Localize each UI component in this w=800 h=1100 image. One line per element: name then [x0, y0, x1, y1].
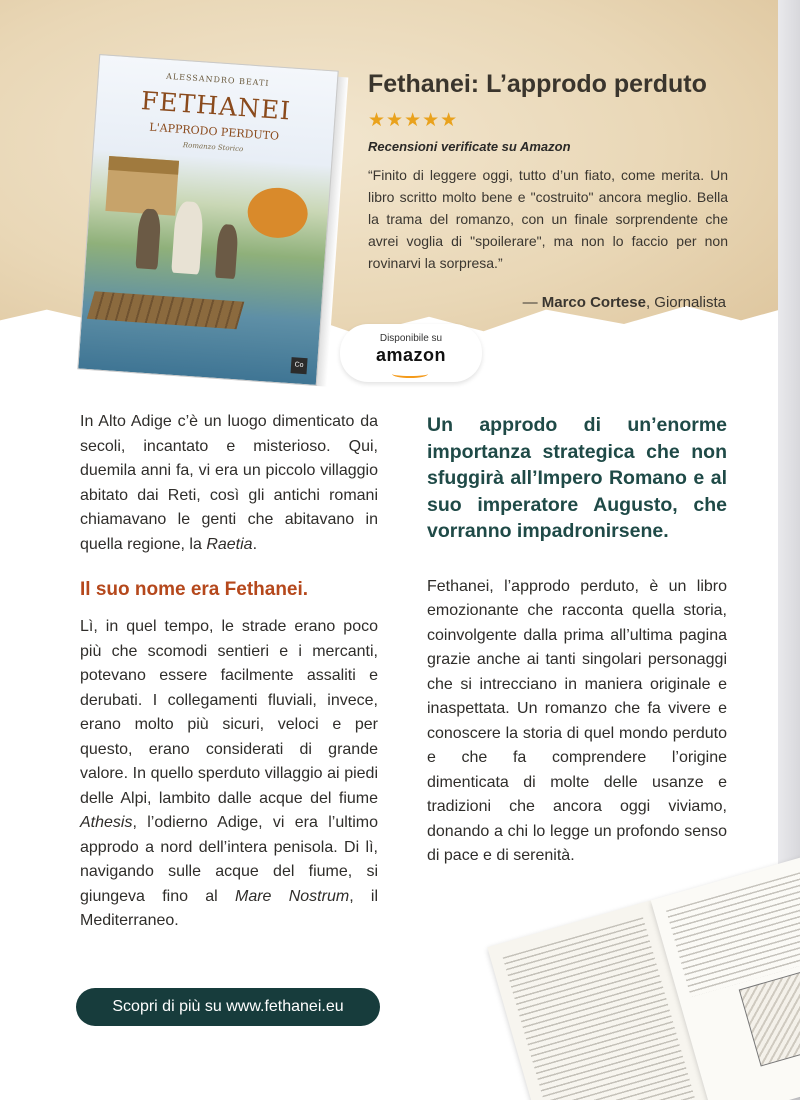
raft-illustration — [87, 291, 245, 329]
book-title: FETHANEI — [140, 86, 292, 126]
author-name: Marco Cortese — [541, 294, 646, 311]
star-rating-icon: ★★★★★ — [368, 109, 459, 131]
book-author: ALESSANDRO BEATI — [165, 71, 270, 88]
review-headline: Fethanei: L’approdo perduto — [368, 70, 707, 98]
figure-illustration — [171, 201, 204, 275]
author-prefix: — — [522, 294, 542, 311]
available-on-label: Disponibile su — [379, 333, 443, 344]
intro-paragraph — [80, 410, 378, 557]
history-emphasis-mare-nostrum: Mare Nostrum — [235, 887, 350, 905]
history-text-end: , il Mediterraneo. — [80, 887, 379, 929]
book-cover-image — [77, 54, 338, 386]
history-emphasis-athesis: Athesis — [80, 814, 133, 831]
section-subheading: Il suo nome era Fethanei. — [80, 579, 309, 600]
figure-illustration — [135, 208, 161, 269]
amazon-logo: amazon — [375, 345, 447, 365]
history-paragraph — [80, 615, 378, 934]
website-cta-button[interactable]: Scopri di più su www.fethanei.eu — [76, 988, 380, 1026]
history-text: Lì, in quel tempo, le strade erano poco più che scomodi sentieri e i mercanti, potevano essere facilmente assaliti e derubati. I collegamenti fluviali, invece, erano molto più sicuri, veloci e per questo, erano considerati di grande valore. In quello sperduto villaggio ai piedi delle Alpi, lambito dalle acque del fiume — [80, 618, 378, 807]
review-author — [523, 294, 726, 311]
book-cover — [77, 54, 338, 386]
figure-illustration — [215, 224, 239, 279]
history-text-mid: , l’odierno Adige, vi era l’ultimo approdo a nord dell’intera penisola. Di lì, navigando sulle acque del fiume, si giungeva fino al — [80, 814, 378, 905]
strategic-heading: Un approdo di un’enorme importanza strategica che non sfuggirà all’Impero Romano e al suo imperatore Augusto, che vorranno impadronirsene. — [427, 414, 727, 542]
left-column — [80, 410, 378, 934]
verified-reviews-label: Recensioni verificate su Amazon — [368, 139, 571, 154]
amazon-availability-badge[interactable] — [340, 324, 482, 382]
book-subtitle: L'APPRODO PERDUTO — [148, 120, 280, 143]
review-quote: “Finito di leggere oggi, tutto d’un fiato, come merita. Un libro scritto molto bene e "costruito" ancora meglio. Bella la trama del romanzo, con un finale sorprendente che avrei voglia di "spoilerare", ma non lo faccio per non rovinarvi la sorpresa.” — [368, 167, 728, 271]
hut-illustration — [105, 156, 179, 216]
right-column — [427, 412, 727, 869]
amazon-smile-icon — [392, 370, 428, 378]
author-role: , Giornalista — [645, 294, 726, 311]
tree-illustration — [246, 186, 309, 240]
intro-emphasis: Raetia — [206, 535, 253, 553]
book-description-paragraph: Fethanei, l’approdo perduto, è un libro emozionante che racconta quella storia, coinvolgente dalla prima all’ultima pagina grazie anche ai tanti singolari personaggi che si intrecciano in maniera originale e inaspettata. Un romanzo che fa vivere e conoscere la storia di quel mondo perduto e che fa comprendere l’origine dimenticata di molte delle usanze e tradizioni che ancora oggi viviamo, donando a chi lo legge un profondo senso di pace e di serenità. — [427, 577, 727, 864]
publisher-logo: Co — [291, 357, 308, 374]
book-genre: Romanzo Storico — [182, 141, 244, 154]
intro-text: In Alto Adige c’è un luogo dimenticato da secoli, incantato e misterioso. Qui, duemila anni fa, vi era un piccolo villaggio abitato dai Reti, così gli antichi romani chiamavano le genti che abitavano in quella regione, la — [80, 413, 378, 553]
intro-text-end: . — [252, 535, 258, 553]
